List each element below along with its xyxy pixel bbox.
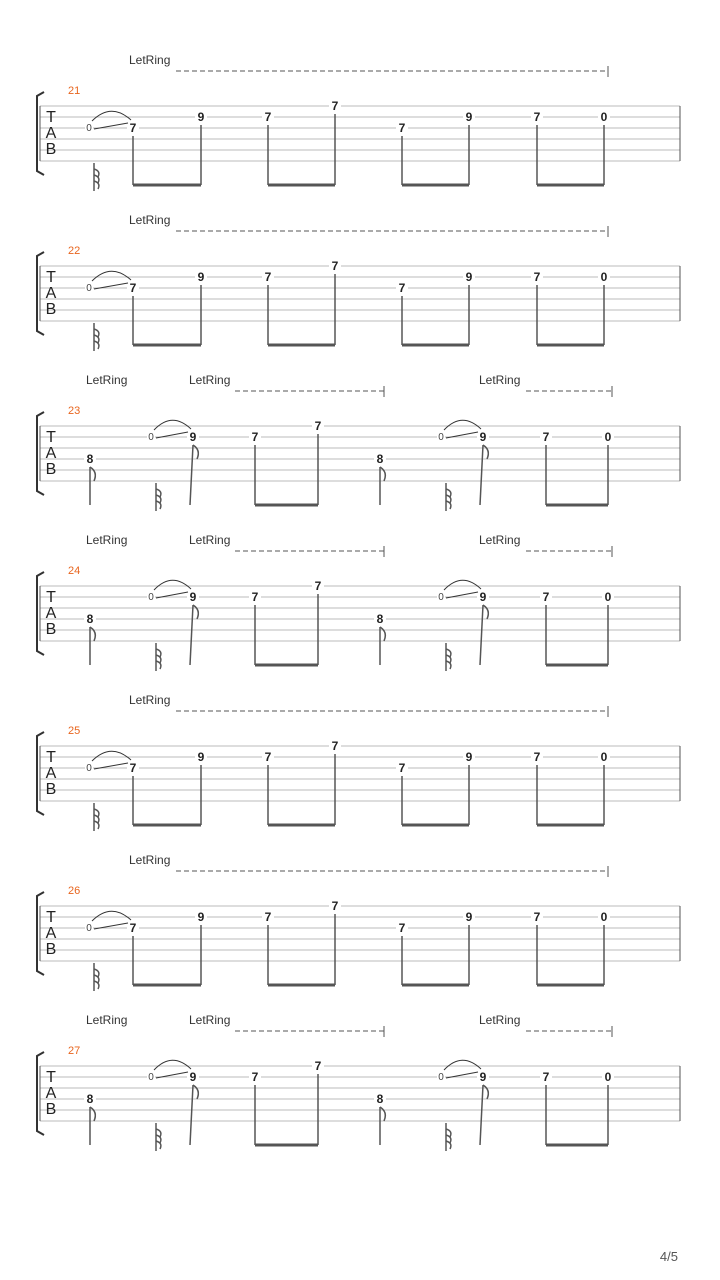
let-ring-label: LetRing [86,533,128,547]
note [262,110,274,185]
note-flag [380,467,385,481]
grace-slur [444,580,481,590]
fret-number: 9 [479,1070,487,1084]
note [85,271,139,351]
note [195,910,207,985]
note [396,281,408,345]
note [531,270,543,345]
measure-number: 24 [68,565,81,577]
note [598,110,610,185]
fret-number: 8 [376,612,384,626]
fret-number: 7 [129,921,137,935]
tab-clef-letter: A [45,1085,57,1102]
tab-clef-letter: B [45,301,57,318]
fret-number: 7 [251,1070,259,1084]
measure-23 [37,373,680,511]
fret-number: 7 [542,1070,550,1084]
tab-clef-letter: A [45,605,57,622]
note [329,739,341,825]
note [147,420,199,511]
note [598,750,610,825]
tab-clef-letter: T [46,909,56,926]
let-ring-label: LetRing [189,1013,231,1027]
note [437,1060,489,1151]
note-flag [193,605,198,619]
grace-slur [92,911,131,921]
fret-number: 7 [398,121,406,135]
let-ring-label: LetRing [129,53,171,67]
note-flag [483,445,488,459]
grace-fret-number: 0 [148,592,154,603]
tab-clef-letter: T [46,109,56,126]
fret-number: 9 [465,110,473,124]
measure-number: 26 [68,885,81,897]
grace-fret-number: 0 [438,432,444,443]
fret-number: 8 [86,612,94,626]
fret-number: 7 [533,910,541,924]
fret-number: 9 [465,270,473,284]
measure-number: 25 [68,725,81,737]
tab-clef-letter: B [45,1101,57,1118]
note-flag [380,627,385,641]
note [602,430,614,505]
fret-number: 9 [189,1070,197,1084]
note [396,921,408,985]
fret-number: 7 [129,761,137,775]
fret-number: 9 [197,910,205,924]
fret-number: 7 [398,921,406,935]
let-ring-label: LetRing [86,1013,128,1027]
fret-number: 0 [600,270,608,284]
note [598,270,610,345]
fret-number: 7 [533,270,541,284]
note [540,430,552,505]
fret-number: 7 [129,281,137,295]
note-flag [193,445,198,459]
note [312,579,324,665]
fret-number: 7 [264,270,272,284]
fret-number: 7 [331,259,339,273]
fret-number: 7 [251,590,259,604]
grace-slur [92,751,131,761]
grace-fret-number: 0 [86,923,92,934]
grace-slur [154,580,191,590]
note [396,121,408,185]
tab-clef-letter: A [45,125,57,142]
note-flag [483,605,488,619]
grace-fret-number: 0 [148,432,154,443]
note-flag [90,627,95,641]
fret-number: 9 [197,110,205,124]
fret-number: 9 [465,910,473,924]
tab-clef-letter: T [46,1069,56,1086]
note [463,750,475,825]
fret-number: 0 [600,910,608,924]
note-stem [480,1085,483,1145]
note-stem [480,445,483,505]
fret-number: 7 [542,590,550,604]
tab-clef-letter: A [45,925,57,942]
note [147,1060,199,1151]
fret-number: 7 [251,430,259,444]
note [602,1070,614,1145]
note [85,751,139,831]
fret-number: 0 [604,590,612,604]
tab-clef-letter: B [45,141,57,158]
tab-clef-letter: B [45,941,57,958]
measure-22 [37,213,680,351]
grace-slur [154,420,191,430]
note [262,750,274,825]
note [312,419,324,505]
measure-number: 21 [68,85,81,97]
note [602,590,614,665]
note-stem [190,605,193,665]
note [249,430,261,505]
fret-number: 7 [314,419,322,433]
fret-number: 0 [604,430,612,444]
note [396,761,408,825]
measure-number: 22 [68,245,81,257]
tab-clef-letter: B [45,781,57,798]
note [195,270,207,345]
note [374,452,386,505]
tab-clef-letter: T [46,269,56,286]
note [84,1092,96,1145]
grace-fret-number: 0 [438,1072,444,1083]
fret-number: 9 [465,750,473,764]
note [249,590,261,665]
note [249,1070,261,1145]
fret-number: 7 [264,910,272,924]
grace-fret-number: 0 [86,283,92,294]
grace-fret-number: 0 [86,123,92,134]
fret-number: 8 [86,452,94,466]
note-flag [380,1107,385,1121]
grace-slur [154,1060,191,1070]
let-ring-label: LetRing [479,533,521,547]
measure-25 [37,693,680,831]
let-ring-label: LetRing [479,373,521,387]
grace-slur [444,420,481,430]
note [374,1092,386,1145]
note [531,750,543,825]
fret-number: 9 [197,750,205,764]
note [598,910,610,985]
grace-fret-number: 0 [438,592,444,603]
note [329,899,341,985]
fret-number: 9 [189,430,197,444]
tab-clef-letter: T [46,429,56,446]
measure-27 [37,1013,680,1151]
fret-number: 7 [398,761,406,775]
fret-number: 0 [600,750,608,764]
fret-number: 7 [314,1059,322,1073]
fret-number: 7 [264,110,272,124]
grace-fret-number: 0 [86,763,92,774]
note [463,270,475,345]
note-flag [193,1085,198,1099]
fret-number: 0 [600,110,608,124]
measure-21 [37,53,680,191]
fret-number: 7 [533,750,541,764]
grace-slur [444,1060,481,1070]
tab-clef-letter: T [46,589,56,606]
note [84,452,96,505]
let-ring-label: LetRing [479,1013,521,1027]
note [85,911,139,991]
fret-number: 9 [479,430,487,444]
let-ring-label: LetRing [129,213,171,227]
fret-number: 8 [86,1092,94,1106]
measure-26 [37,853,680,991]
fret-number: 9 [189,590,197,604]
note [437,580,489,671]
fret-number: 9 [479,590,487,604]
fret-number: 7 [542,430,550,444]
note [437,420,489,511]
fret-number: 7 [314,579,322,593]
note-flag [90,467,95,481]
note [195,750,207,825]
note-stem [190,445,193,505]
note [531,910,543,985]
note [531,110,543,185]
note [329,259,341,345]
fret-number: 7 [331,99,339,113]
fret-number: 7 [398,281,406,295]
measure-number: 23 [68,405,81,417]
fret-number: 8 [376,452,384,466]
fret-number: 0 [604,1070,612,1084]
note [463,110,475,185]
tab-clef-letter: B [45,461,57,478]
tab-clef-letter: B [45,621,57,638]
note [84,612,96,665]
note-flag [90,1107,95,1121]
note-stem [190,1085,193,1145]
fret-number: 7 [331,899,339,913]
tab-clef-letter: A [45,765,57,782]
note [85,111,139,191]
note [262,270,274,345]
grace-slur [92,111,131,121]
fret-number: 7 [129,121,137,135]
let-ring-label: LetRing [129,853,171,867]
note [374,612,386,665]
measure-24 [37,533,680,671]
note [262,910,274,985]
measure-number: 27 [68,1045,81,1057]
grace-slur [92,271,131,281]
let-ring-label: LetRing [129,693,171,707]
note [540,590,552,665]
note [312,1059,324,1145]
let-ring-label: LetRing [189,533,231,547]
fret-number: 8 [376,1092,384,1106]
tab-clef-letter: A [45,445,57,462]
note-flag [483,1085,488,1099]
fret-number: 7 [264,750,272,764]
tab-clef-letter: T [46,749,56,766]
note [463,910,475,985]
note [147,580,199,671]
page-number: 4/5 [659,1249,678,1264]
grace-fret-number: 0 [148,1072,154,1083]
fret-number: 9 [197,270,205,284]
let-ring-label: LetRing [86,373,128,387]
note [329,99,341,185]
note [195,110,207,185]
note [540,1070,552,1145]
let-ring-label: LetRing [189,373,231,387]
tab-clef-letter: A [45,285,57,302]
fret-number: 7 [533,110,541,124]
fret-number: 7 [331,739,339,753]
note-stem [480,605,483,665]
